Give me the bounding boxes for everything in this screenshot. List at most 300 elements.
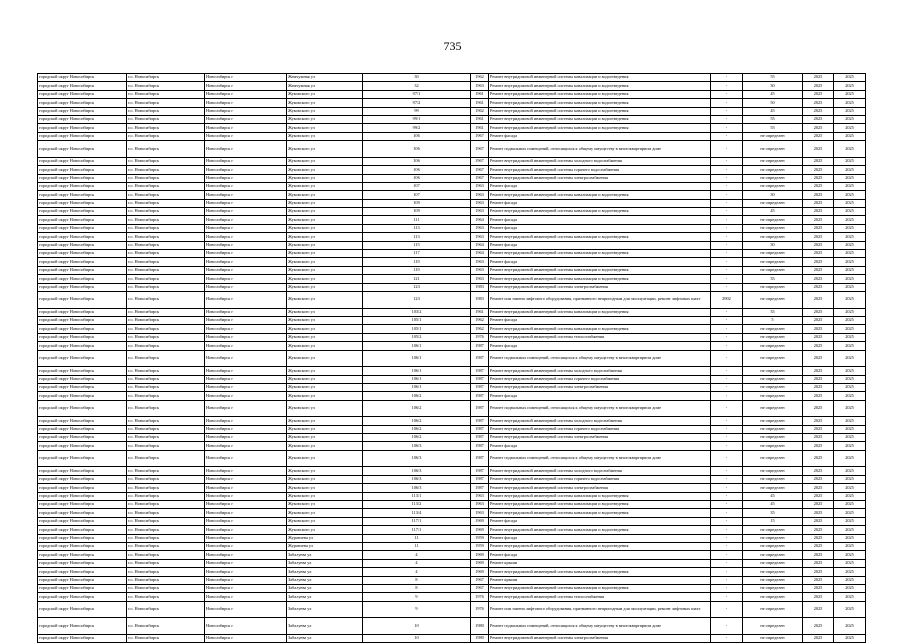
cell-house: 106/3 (363, 450, 471, 467)
cell-work: Ремонт крыши (489, 559, 711, 567)
cell-municipality: городской округ Новосибирск (38, 82, 127, 90)
cell-start_year: 2025 (803, 216, 834, 224)
cell-year: 1967 (471, 132, 489, 140)
table-row (38, 601, 866, 618)
cell-municipality: городской округ Новосибирск (38, 258, 127, 266)
cell-dash: - (711, 367, 743, 375)
cell-end_year: 2025 (834, 367, 866, 375)
table-row (38, 534, 866, 542)
cell-end_year: 2025 (834, 316, 866, 324)
cell-year: 1963 (471, 275, 489, 283)
table-row (38, 417, 866, 425)
table-row (38, 584, 866, 592)
cell-street: Забалуева ул (287, 568, 363, 576)
cell-year: 1987 (471, 450, 489, 467)
cell-city: Новосибирск г (205, 484, 287, 492)
cell-settlement: г.о. Новосибирск (127, 141, 205, 158)
cell-year: 1976 (471, 333, 489, 341)
cell-house: 107 (363, 191, 471, 199)
cell-street: Жуковского ул (287, 141, 363, 158)
cell-end_year: 2025 (834, 191, 866, 199)
cell-street: Жуковского ул (287, 90, 363, 98)
cell-street: Забалуева ул (287, 618, 363, 635)
cell-municipality: городской округ Новосибирск (38, 266, 127, 274)
cell-municipality: городской округ Новосибирск (38, 74, 127, 82)
cell-house: 103/2 (363, 308, 471, 316)
cell-work: Ремонт внутридомовой инженерной системы канализации и водоотведения (489, 584, 711, 592)
cell-work: Ремонт подвальных помещений, относящихся к общему имуществу в многоквартирном доме (489, 450, 711, 467)
cell-city: Новосибирск г (205, 367, 287, 375)
table-row (38, 333, 866, 341)
cell-dash: - (711, 216, 743, 224)
cell-city: Новосибирск г (205, 99, 287, 107)
cell-start_year: 2025 (803, 593, 834, 601)
cell-end_year: 2025 (834, 350, 866, 367)
cell-city: Новосибирск г (205, 325, 287, 333)
cell-cost: не определен (743, 383, 803, 391)
cell-house: 106/2 (363, 400, 471, 417)
cell-end_year: 2025 (834, 333, 866, 341)
cell-dash: - (711, 82, 743, 90)
cell-city: Новосибирск г (205, 333, 287, 341)
cell-settlement: г.о. Новосибирск (127, 534, 205, 542)
cell-settlement: г.о. Новосибирск (127, 90, 205, 98)
cell-work: Ремонт внутридомовой инженерной системы канализации и водоотведения (489, 74, 711, 82)
cell-start_year: 2025 (803, 308, 834, 316)
table-row (38, 208, 866, 216)
cell-work: Ремонт фасада (489, 216, 711, 224)
table-row (38, 526, 866, 534)
cell-street: Жуковского ул (287, 325, 363, 333)
cell-dash: - (711, 534, 743, 542)
cell-city: Новосибирск г (205, 342, 287, 350)
cell-year: 1963 (471, 509, 489, 517)
cell-settlement: г.о. Новосибирск (127, 467, 205, 475)
cell-city: Новосибирск г (205, 291, 287, 308)
cell-dash: - (711, 199, 743, 207)
cell-house: 106/3 (363, 484, 471, 492)
cell-cost: не определен (743, 442, 803, 450)
cell-municipality: городской округ Новосибирск (38, 99, 127, 107)
cell-start_year: 2025 (803, 475, 834, 483)
cell-dash: - (711, 258, 743, 266)
cell-year: 1963 (471, 208, 489, 216)
cell-end_year: 2025 (834, 500, 866, 508)
cell-work: Ремонт внутридомовой инженерной системы холодного водоснабжения (489, 417, 711, 425)
cell-cost: 50 (743, 99, 803, 107)
cell-start_year: 2025 (803, 434, 834, 442)
cell-municipality: городской округ Новосибирск (38, 316, 127, 324)
cell-end_year: 2025 (834, 266, 866, 274)
cell-year: 1961 (471, 124, 489, 132)
cell-house: 106/2 (363, 434, 471, 442)
cell-year: 1987 (471, 375, 489, 383)
cell-year: 1961 (471, 90, 489, 98)
cell-street: Жемчужная ул (287, 82, 363, 90)
cell-year: 1987 (471, 467, 489, 475)
cell-work: Ремонт подвальных помещений, относящихся к общему имуществу в многоквартирном доме (489, 400, 711, 417)
cell-end_year: 2025 (834, 308, 866, 316)
cell-work: Ремонт фасада (489, 342, 711, 350)
cell-municipality: городской округ Новосибирск (38, 618, 127, 635)
cell-city: Новосибирск г (205, 534, 287, 542)
cell-municipality: городской округ Новосибирск (38, 534, 127, 542)
cell-house: 117/1 (363, 517, 471, 525)
cell-start_year: 2025 (803, 99, 834, 107)
cell-municipality: городской округ Новосибирск (38, 492, 127, 500)
cell-cost: 45 (743, 500, 803, 508)
cell-house: 121 (363, 275, 471, 283)
cell-end_year: 2025 (834, 291, 866, 308)
cell-city: Новосибирск г (205, 107, 287, 115)
cell-dash: - (711, 542, 743, 550)
cell-start_year: 2025 (803, 208, 834, 216)
cell-cost: 15 (743, 517, 803, 525)
table-row (38, 99, 866, 107)
cell-end_year: 2025 (834, 182, 866, 190)
cell-year: 1969 (471, 526, 489, 534)
page-number: 735 (443, 39, 462, 53)
cell-settlement: г.о. Новосибирск (127, 526, 205, 534)
table-row (38, 316, 866, 324)
cell-street: Жуковского ул (287, 157, 363, 165)
cell-city: Новосибирск г (205, 442, 287, 450)
cell-municipality: городской округ Новосибирск (38, 526, 127, 534)
cell-house: 106 (363, 157, 471, 165)
cell-year: 1963 (471, 266, 489, 274)
cell-end_year: 2025 (834, 601, 866, 618)
cell-municipality: городской округ Новосибирск (38, 308, 127, 316)
cell-cost: не определен (743, 634, 803, 642)
cell-municipality: городской округ Новосибирск (38, 208, 127, 216)
cell-house: 4 (363, 551, 471, 559)
cell-settlement: г.о. Новосибирск (127, 475, 205, 483)
cell-settlement: г.о. Новосибирск (127, 417, 205, 425)
table-row (38, 174, 866, 182)
cell-municipality: городской округ Новосибирск (38, 216, 127, 224)
cell-work: Ремонт фасада (489, 182, 711, 190)
cell-municipality: городской округ Новосибирск (38, 634, 127, 642)
cell-start_year: 2025 (803, 500, 834, 508)
table-row (38, 383, 866, 391)
cell-street: Жуковского ул (287, 107, 363, 115)
cell-dash: - (711, 224, 743, 232)
cell-work: Ремонт внутридомовой инженерной системы холодного водоснабжения (489, 467, 711, 475)
cell-work: Ремонт внутридомовой инженерной системы холодного водоснабжения (489, 157, 711, 165)
cell-cost: не определен (743, 291, 803, 308)
cell-house: 106 (363, 174, 471, 182)
cell-house: 4 (363, 568, 471, 576)
cell-start_year: 2025 (803, 258, 834, 266)
cell-house: 10 (363, 618, 471, 635)
cell-house: 106/1 (363, 367, 471, 375)
cell-street: Жуковского ул (287, 166, 363, 174)
cell-cost: не определен (743, 618, 803, 635)
cell-municipality: городской округ Новосибирск (38, 90, 127, 98)
cell-dash: - (711, 275, 743, 283)
cell-settlement: г.о. Новосибирск (127, 182, 205, 190)
cell-house: 106 (363, 141, 471, 158)
cell-cost: не определен (743, 132, 803, 140)
cell-start_year: 2025 (803, 325, 834, 333)
table-row (38, 325, 866, 333)
cell-year: 1987 (471, 400, 489, 417)
cell-end_year: 2025 (834, 593, 866, 601)
cell-dash: - (711, 526, 743, 534)
cell-dash: - (711, 517, 743, 525)
cell-house: 113/2 (363, 500, 471, 508)
cell-municipality: городской округ Новосибирск (38, 141, 127, 158)
cell-street: Жуковского ул (287, 233, 363, 241)
cell-municipality: городской округ Новосибирск (38, 166, 127, 174)
cell-year: 1963 (471, 258, 489, 266)
cell-municipality: городской округ Новосибирск (38, 500, 127, 508)
table-row (38, 509, 866, 517)
cell-street: Жуковского ул (287, 275, 363, 283)
table-row (38, 258, 866, 266)
cell-settlement: г.о. Новосибирск (127, 107, 205, 115)
table-row (38, 283, 866, 291)
cell-city: Новосибирск г (205, 400, 287, 417)
cell-house: 109 (363, 199, 471, 207)
cell-cost: 55 (743, 115, 803, 123)
cell-municipality: городской округ Новосибирск (38, 434, 127, 442)
cell-start_year: 2025 (803, 568, 834, 576)
cell-city: Новосибирск г (205, 308, 287, 316)
cell-street: Забалуева ул (287, 584, 363, 592)
table-row (38, 275, 866, 283)
cell-city: Новосибирск г (205, 392, 287, 400)
cell-start_year: 2025 (803, 174, 834, 182)
cell-year: 1967 (471, 157, 489, 165)
cell-street: Жуковского ул (287, 224, 363, 232)
table-row (38, 82, 866, 90)
table-row (38, 551, 866, 559)
cell-year: 1964 (471, 241, 489, 249)
table-row (38, 182, 866, 190)
cell-house: 97/1 (363, 90, 471, 98)
cell-cost: 55 (743, 124, 803, 132)
cell-city: Новосибирск г (205, 467, 287, 475)
table-row (38, 90, 866, 98)
cell-start_year: 2025 (803, 392, 834, 400)
cell-house: 113 (363, 224, 471, 232)
cell-street: Жуковского ул (287, 442, 363, 450)
cell-end_year: 2025 (834, 375, 866, 383)
cell-settlement: г.о. Новосибирск (127, 367, 205, 375)
cell-street: Жуковского ул (287, 241, 363, 249)
cell-house: 105/2 (363, 333, 471, 341)
cell-settlement: г.о. Новосибирск (127, 266, 205, 274)
cell-municipality: городской округ Новосибирск (38, 241, 127, 249)
cell-city: Новосибирск г (205, 475, 287, 483)
cell-house: 115 (363, 241, 471, 249)
cell-dash: - (711, 601, 743, 618)
cell-work: Ремонт или замена лифтового оборудования, признанного непригодным для эксплуатации, ремонт лифтовых шахт (489, 291, 711, 308)
cell-work: Ремонт внутридомовой инженерной системы канализации и водоотведения (489, 492, 711, 500)
cell-dash: - (711, 74, 743, 82)
cell-cost: не определен (743, 266, 803, 274)
table-row (38, 342, 866, 350)
cell-dash: - (711, 484, 743, 492)
cell-start_year: 2025 (803, 350, 834, 367)
cell-settlement: г.о. Новосибирск (127, 174, 205, 182)
cell-cost: не определен (743, 224, 803, 232)
cell-municipality: городской округ Новосибирск (38, 157, 127, 165)
cell-house: 106/1 (363, 383, 471, 391)
cell-year: 1987 (471, 425, 489, 433)
cell-start_year: 2025 (803, 450, 834, 467)
cell-work: Ремонт внутридомовой инженерной системы канализации и водоотведения (489, 208, 711, 216)
cell-cost: не определен (743, 216, 803, 224)
cell-start_year: 2025 (803, 425, 834, 433)
cell-settlement: г.о. Новосибирск (127, 568, 205, 576)
cell-settlement: г.о. Новосибирск (127, 99, 205, 107)
cell-municipality: городской округ Новосибирск (38, 442, 127, 450)
cell-settlement: г.о. Новосибирск (127, 601, 205, 618)
cell-start_year: 2025 (803, 124, 834, 132)
cell-house: 99/1 (363, 115, 471, 123)
cell-settlement: г.о. Новосибирск (127, 425, 205, 433)
cell-end_year: 2025 (834, 90, 866, 98)
cell-cost: 45 (743, 492, 803, 500)
cell-work: Ремонт внутридомовой инженерной системы холодного водоснабжения (489, 367, 711, 375)
cell-street: Жуковского ул (287, 199, 363, 207)
cell-city: Новосибирск г (205, 450, 287, 467)
table-row (38, 308, 866, 316)
cell-year: 1961 (471, 308, 489, 316)
cell-dash: - (711, 157, 743, 165)
cell-dash: - (711, 174, 743, 182)
cell-municipality: городской округ Новосибирск (38, 568, 127, 576)
cell-settlement: г.о. Новосибирск (127, 492, 205, 500)
cell-end_year: 2025 (834, 82, 866, 90)
cell-municipality: городской округ Новосибирск (38, 250, 127, 258)
cell-settlement: г.о. Новосибирск (127, 500, 205, 508)
cell-cost: не определен (743, 475, 803, 483)
cell-municipality: городской округ Новосибирск (38, 417, 127, 425)
cell-start_year: 2025 (803, 484, 834, 492)
cell-work: Ремонт внутридомовой инженерной системы электроснабжения (489, 484, 711, 492)
cell-end_year: 2025 (834, 283, 866, 291)
cell-year: 1963 (471, 233, 489, 241)
cell-start_year: 2025 (803, 224, 834, 232)
cell-street: Жуковского ул (287, 283, 363, 291)
cell-year: 1987 (471, 442, 489, 450)
cell-start_year: 2025 (803, 601, 834, 618)
cell-street: Забалуева ул (287, 593, 363, 601)
cell-city: Новосибирск г (205, 500, 287, 508)
cell-cost: не определен (743, 526, 803, 534)
cell-settlement: г.о. Новосибирск (127, 233, 205, 241)
cell-street: Жуковского ул (287, 517, 363, 525)
cell-house: 119 (363, 266, 471, 274)
table-row (38, 475, 866, 483)
cell-settlement: г.о. Новосибирск (127, 308, 205, 316)
cell-dash: - (711, 593, 743, 601)
cell-house: 123 (363, 291, 471, 308)
cell-municipality: городской округ Новосибирск (38, 559, 127, 567)
cell-end_year: 2025 (834, 275, 866, 283)
cell-end_year: 2025 (834, 551, 866, 559)
table-row (38, 559, 866, 567)
cell-settlement: г.о. Новосибирск (127, 542, 205, 550)
cell-city: Новосибирск г (205, 559, 287, 567)
cell-year: 1959 (471, 534, 489, 542)
cell-cost: 45 (743, 107, 803, 115)
cell-house: 99/2 (363, 124, 471, 132)
cell-street: Жуковского ул (287, 342, 363, 350)
cell-house: 107 (363, 182, 471, 190)
cell-street: Журавлева ул (287, 534, 363, 542)
cell-dash: - (711, 191, 743, 199)
cell-year: 1969 (471, 568, 489, 576)
cell-street: Жуковского ул (287, 526, 363, 534)
cell-year: 1967 (471, 576, 489, 584)
table-row (38, 191, 866, 199)
cell-year: 1964 (471, 216, 489, 224)
cell-start_year: 2025 (803, 383, 834, 391)
cell-street: Жуковского ул (287, 291, 363, 308)
cell-start_year: 2025 (803, 618, 834, 635)
cell-settlement: г.о. Новосибирск (127, 325, 205, 333)
cell-street: Жуковского ул (287, 115, 363, 123)
cell-cost: не определен (743, 400, 803, 417)
cell-street: Жуковского ул (287, 191, 363, 199)
cell-dash: - (711, 568, 743, 576)
cell-settlement: г.о. Новосибирск (127, 509, 205, 517)
cell-end_year: 2025 (834, 542, 866, 550)
cell-municipality: городской округ Новосибирск (38, 400, 127, 417)
cell-settlement: г.о. Новосибирск (127, 559, 205, 567)
cell-city: Новосибирск г (205, 568, 287, 576)
cell-work: Ремонт внутридомовой инженерной системы канализации и водоотведения (489, 325, 711, 333)
cell-start_year: 2025 (803, 467, 834, 475)
cell-municipality: городской округ Новосибирск (38, 191, 127, 199)
cell-dash: - (711, 383, 743, 391)
cell-municipality: городской округ Новосибирск (38, 342, 127, 350)
cell-street: Жуковского ул (287, 308, 363, 316)
cell-street: Жуковского ул (287, 450, 363, 467)
cell-start_year: 2025 (803, 375, 834, 383)
cell-city: Новосибирск г (205, 492, 287, 500)
cell-cost: не определен (743, 484, 803, 492)
cell-dash: - (711, 115, 743, 123)
cell-street: Жуковского ул (287, 383, 363, 391)
cell-cost: не определен (743, 250, 803, 258)
cell-house: 113 (363, 233, 471, 241)
cell-year: 1987 (471, 434, 489, 442)
cell-work: Ремонт внутридомовой инженерной системы канализации и водоотведения (489, 509, 711, 517)
cell-city: Новосибирск г (205, 224, 287, 232)
table-row (38, 450, 866, 467)
cell-year: 1980 (471, 618, 489, 635)
cell-house: 10 (363, 634, 471, 642)
table-row (38, 199, 866, 207)
cell-city: Новосибирск г (205, 576, 287, 584)
cell-cost: не определен (743, 333, 803, 341)
cell-city: Новосибирск г (205, 90, 287, 98)
cell-house: 106/3 (363, 475, 471, 483)
cell-dash: - (711, 99, 743, 107)
table-row (38, 216, 866, 224)
cell-year: 1987 (471, 392, 489, 400)
cell-cost: не определен (743, 467, 803, 475)
cell-municipality: городской округ Новосибирск (38, 475, 127, 483)
cell-dash: - (711, 90, 743, 98)
cell-street: Жуковского ул (287, 417, 363, 425)
cell-municipality: городской округ Новосибирск (38, 375, 127, 383)
